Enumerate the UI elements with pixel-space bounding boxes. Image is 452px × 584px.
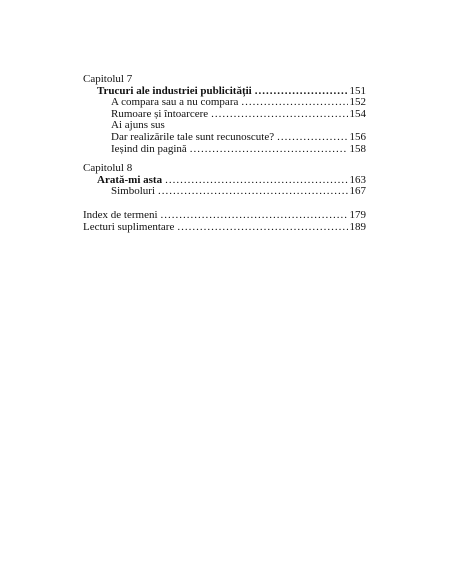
toc-entry-page: 154 (349, 107, 366, 120)
toc-entry-title: Ai ajuns sus (111, 119, 165, 132)
leader-dots (158, 186, 347, 198)
toc-entry-title: Index de termeni (83, 208, 158, 221)
chapter-7-label: Capitolul 7 (83, 73, 133, 85)
leader-dots (177, 222, 347, 234)
toc-entry-title: Lecturi suplimentare (83, 220, 175, 233)
toc-entry-title: Rumoare și întoarcere (111, 107, 209, 120)
toc-entry (83, 132, 366, 144)
toc-entry-title: A compara sau a nu compara (111, 96, 239, 109)
leader-dots (277, 132, 347, 144)
toc-entry-title: Simboluri (111, 185, 156, 198)
toc-entry-page: 152 (349, 96, 366, 109)
leader-dots (190, 144, 348, 156)
toc-entry-back-matter (83, 222, 366, 234)
toc-entry-page: 151 (349, 84, 366, 97)
toc-entry-page: 156 (349, 130, 366, 143)
toc-entry (83, 144, 366, 156)
toc-entry-back-matter (83, 210, 366, 222)
toc-entry-page: 189 (349, 220, 366, 233)
leader-dots (165, 175, 347, 187)
toc-entry-page: 179 (349, 208, 366, 221)
leader-dots (211, 109, 347, 121)
toc-entry-title: Dar realizările tale sunt recunoscute? (111, 130, 275, 143)
toc-entry-title: Ieșind din pagină (111, 142, 187, 155)
toc-entry-title: Arată-mi asta (97, 173, 163, 186)
leader-dots (241, 97, 347, 109)
toc-entry (83, 186, 366, 198)
toc-entry-page: 158 (349, 142, 366, 155)
toc-entry-page: 163 (349, 173, 366, 186)
chapter-8-label: Capitolul 8 (83, 162, 133, 175)
leader-dots (161, 210, 348, 222)
table-of-contents (83, 74, 366, 233)
leader-dots (255, 86, 348, 98)
toc-entry-title: Trucuri ale industriei publicității (97, 84, 252, 97)
toc-entry-page: 167 (349, 185, 366, 198)
